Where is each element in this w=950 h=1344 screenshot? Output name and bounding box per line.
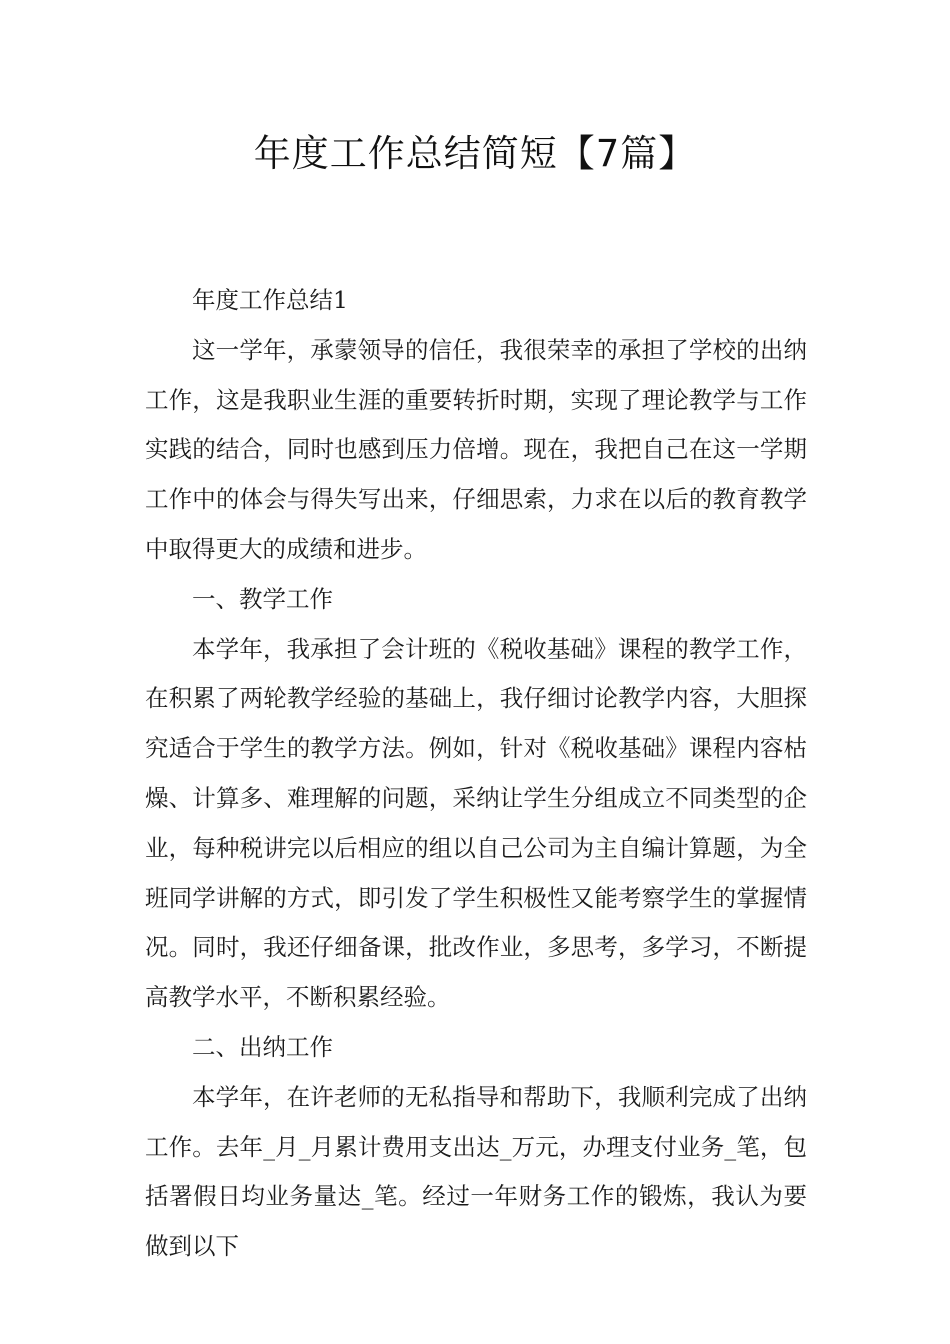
section-heading-cashier: 二、出纳工作 — [192, 1032, 333, 1061]
cashier-paragraph: 本学年，在许老师的无私指导和帮助下，我顺利完成了出纳工作。去年_月_月累计费用支出达_万元，办理支付业务_笔，包括署假日均业务量达_笔。经过一年财务工作的锻炼，我认为要做到以下 — [145, 1082, 807, 1261]
intro-paragraph: 这一学年，承蒙领导的信任，我很荣幸的承担了学校的出纳工作，这是我职业生涯的重要转折时期，实现了理论教学与工作实践的结合，同时也感到压力倍增。现在，我把自己在这一学期工作中的体会与得失写出来，仔细思索，力求在以后的教育教学中取得更大的成绩和进步。 — [145, 335, 807, 563]
document-body — [145, 276, 807, 1272]
section-heading-teaching: 一、教学工作 — [192, 584, 333, 613]
document-title: 年度工作总结简短【7篇】 — [253, 132, 697, 175]
teaching-paragraph: 本学年，我承担了会计班的《税收基础》课程的教学工作，在积累了两轮教学经验的基础上，我仔细讨论教学内容，大胆探究适合于学生的教学方法。例如，针对《税收基础》课程内容枯燥、计算多、难理解的问题，采纳让学生分组成立不同类型的企业，每种税讲完以后相应的组以自己公司为主自编计算题，为全班同学讲解的方式，即引发了学生积极性又能考察学生的掌握情况。同时，我还仔细备课，批改作业，多思考，多学习，不断提高教学水平，不断积累经验。 — [145, 634, 807, 1012]
section-heading-summary-1: 年度工作总结1 — [192, 286, 348, 314]
